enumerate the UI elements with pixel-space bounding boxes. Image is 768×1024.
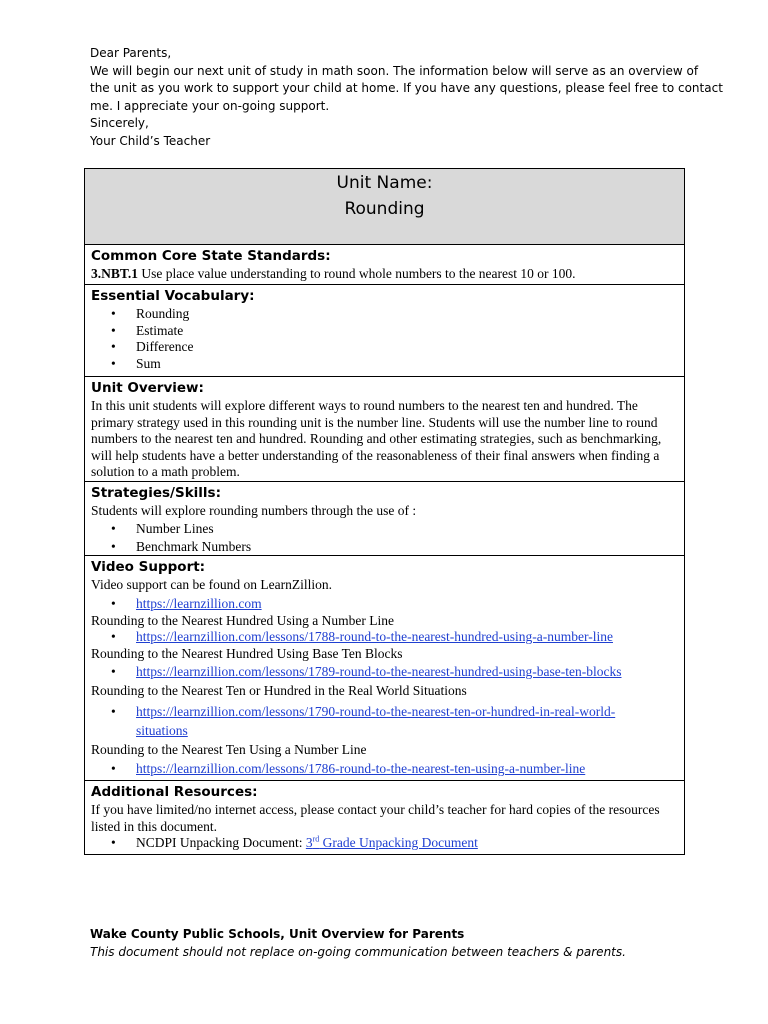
standards-code: 3.NBT.1 bbox=[91, 266, 139, 281]
lesson3-item bbox=[91, 702, 678, 740]
lesson1-title: Rounding to the Nearest Hundred Using a Number Line bbox=[91, 612, 394, 628]
overview-line: will help students have a better understanding of the reasonableness of their final answers when finding a bbox=[91, 447, 660, 463]
letter-line: the unit as you work to support your child at home. If you have any questions, please feel free to contact bbox=[90, 81, 723, 95]
lesson3-link[interactable]: https://learnzillion.com/lessons/1790-round-to-the-nearest-ten-or-hundred-in-real-world- bbox=[136, 704, 616, 720]
video-section bbox=[85, 556, 684, 781]
lesson4-list bbox=[91, 759, 678, 778]
parent-letter bbox=[90, 45, 723, 150]
standards-section bbox=[85, 245, 684, 285]
lesson2-link[interactable]: https://learnzillion.com/lessons/1789-round-to-the-nearest-hundred-using-base-ten-blocks bbox=[136, 664, 622, 680]
letter-line: We will begin our next unit of study in math soon. The information below will serve as an overview of bbox=[90, 63, 699, 78]
overview-line: primary strategy used in this rounding unit is the number line. Students will use the number line to round bbox=[91, 414, 658, 430]
lesson2-list bbox=[91, 662, 678, 681]
standards-text bbox=[91, 266, 678, 283]
overview-section bbox=[85, 377, 684, 482]
lesson3-list bbox=[91, 702, 678, 740]
overview-line: numbers to the nearest ten and hundred. Rounding and other estimating strategies, such as benchmarking, bbox=[91, 431, 662, 447]
standards-description: Use place value understanding to round whole numbers to the nearest 10 or 100. bbox=[138, 266, 576, 281]
lesson4-link[interactable]: https://learnzillion.com/lessons/1786-round-to-the-nearest-ten-using-a-number-line bbox=[136, 761, 586, 777]
resources-line: listed in this document. bbox=[91, 818, 217, 834]
lesson4-item bbox=[91, 759, 678, 778]
overview-line: solution to a math problem. bbox=[91, 464, 240, 480]
vocabulary-item: • Difference bbox=[91, 339, 678, 356]
overview-heading: Unit Overview: bbox=[91, 380, 204, 396]
video-main-list bbox=[91, 594, 678, 613]
vocabulary-item: • Estimate bbox=[91, 323, 678, 340]
vocabulary-heading: Essential Vocabulary: bbox=[91, 288, 255, 304]
unpacking-document-link[interactable] bbox=[306, 835, 478, 850]
strategies-intro: Students will explore rounding numbers through the use of : bbox=[91, 503, 417, 518]
page-footer bbox=[90, 925, 626, 961]
overview-line: In this unit students will explore different ways to round numbers to the nearest ten and hundred. The bbox=[91, 398, 638, 413]
unit-name-value: Rounding bbox=[344, 199, 425, 219]
lesson3-title: Rounding to the Nearest Ten or Hundred in the Real World Situations bbox=[91, 683, 467, 699]
unit-title-cell bbox=[85, 169, 684, 245]
lesson2-title: Rounding to the Nearest Hundred Using Base Ten Blocks bbox=[91, 645, 403, 661]
standards-heading: Common Core State Standards: bbox=[91, 248, 331, 264]
overview-text bbox=[91, 398, 678, 481]
video-heading: Video Support: bbox=[91, 559, 206, 575]
letter-closing: Sincerely, bbox=[90, 116, 149, 130]
resources-section bbox=[85, 781, 684, 854]
grade-number: 3 bbox=[305, 835, 313, 851]
unpacking-label: NCDPI Unpacking Document: bbox=[136, 835, 306, 851]
resources-item bbox=[91, 835, 678, 852]
strategies-section bbox=[85, 482, 684, 556]
letter-greeting: Dear Parents, bbox=[90, 46, 172, 60]
letter-signature: Your Child’s Teacher bbox=[90, 133, 211, 148]
unpacking-link-text: Grade Unpacking Document bbox=[319, 835, 478, 851]
lesson4-title: Rounding to the Nearest Ten Using a Number Line bbox=[91, 742, 367, 758]
vocabulary-section bbox=[85, 285, 684, 377]
lesson3-link-continued[interactable]: situations bbox=[136, 723, 188, 739]
video-main-item bbox=[91, 594, 678, 613]
strategies-item: • Number Lines bbox=[91, 520, 678, 538]
strategies-heading: Strategies/Skills: bbox=[91, 485, 221, 501]
vocabulary-item: • Sum bbox=[91, 356, 678, 373]
lesson1-link[interactable]: https://learnzillion.com/lessons/1788-round-to-the-nearest-hundred-using-a-number-line bbox=[136, 629, 613, 645]
unit-name-label: Unit Name: bbox=[336, 173, 433, 193]
learnzillion-link[interactable]: https://learnzillion.com bbox=[136, 595, 262, 611]
strategies-list bbox=[91, 520, 678, 556]
footer-title: Wake County Public Schools, Unit Overview for Parents bbox=[90, 927, 465, 941]
lesson1-item bbox=[91, 629, 678, 646]
strategies-item: • Benchmark Numbers bbox=[91, 538, 678, 556]
lesson2-item bbox=[91, 662, 678, 681]
resources-heading: Additional Resources: bbox=[91, 784, 258, 800]
footer-note: This document should not replace on-going communication between teachers & parents. bbox=[90, 945, 626, 959]
letter-line: me. I appreciate your on-going support. bbox=[90, 98, 330, 113]
resources-list bbox=[91, 835, 678, 852]
lesson1-list bbox=[91, 629, 678, 646]
vocabulary-list bbox=[91, 306, 678, 372]
video-intro: Video support can be found on LearnZillion. bbox=[91, 577, 333, 592]
vocabulary-item: • Rounding bbox=[91, 306, 678, 323]
resources-line: If you have limited/no internet access, please contact your child’s teacher for hard copies of the resources bbox=[91, 802, 660, 817]
unit-overview-table bbox=[84, 168, 685, 855]
grade-suffix: rd bbox=[312, 834, 320, 844]
